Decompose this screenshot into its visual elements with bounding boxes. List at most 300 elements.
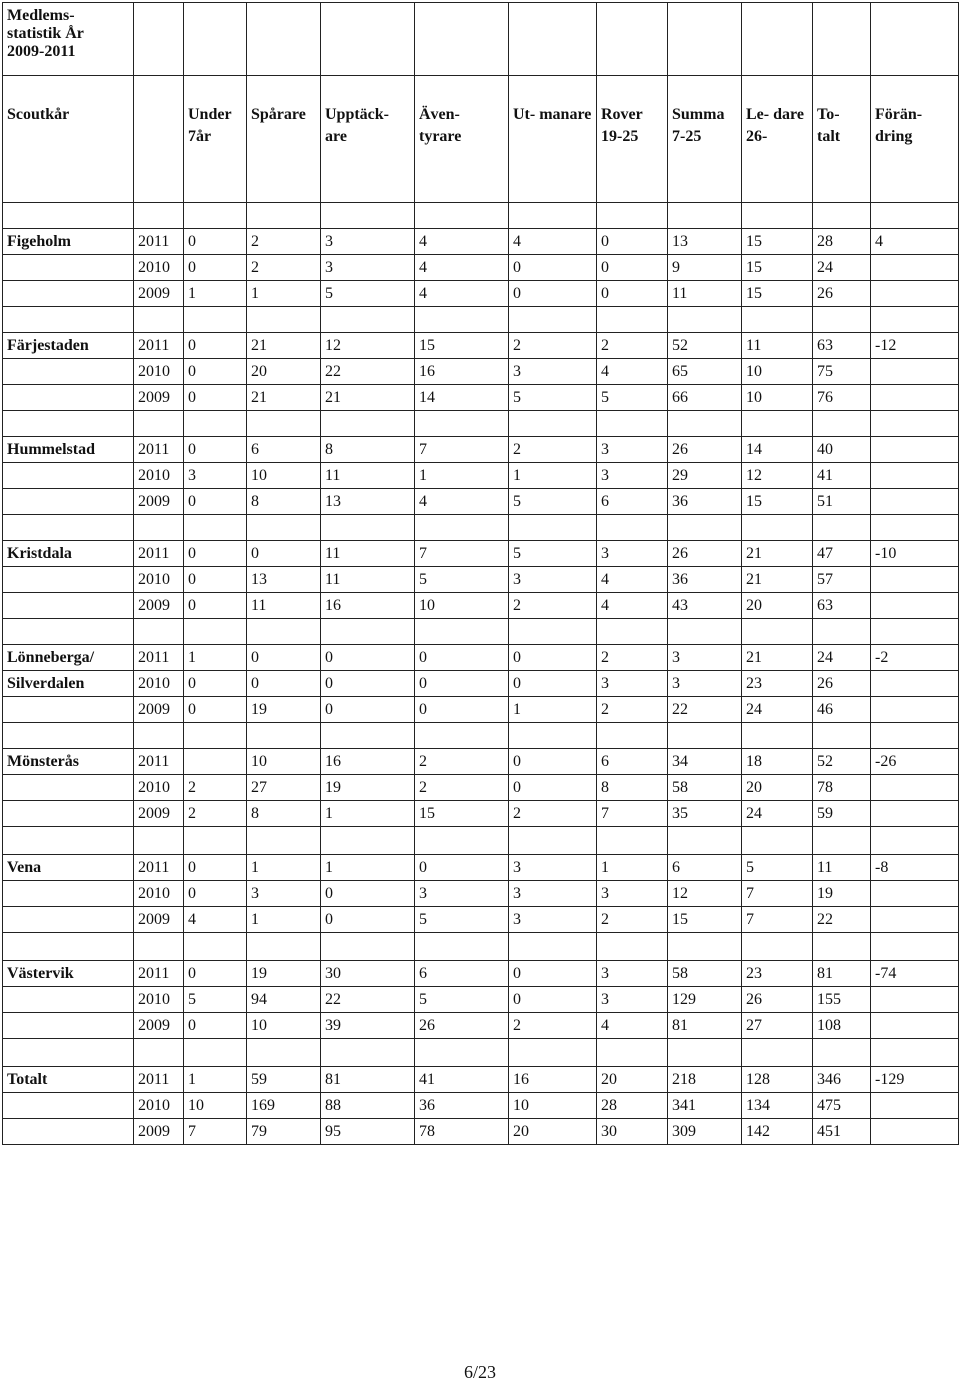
empty-cell: [247, 203, 321, 229]
empty-cell: [668, 307, 742, 333]
scoutkar-name: Figeholm: [3, 229, 134, 255]
table-row: [3, 593, 959, 619]
value-cell: 2: [247, 229, 321, 255]
empty-cell: [184, 515, 247, 541]
empty-cell: [321, 723, 415, 749]
empty-cell: [3, 933, 134, 961]
table-row: [3, 567, 959, 593]
value-cell: 57: [813, 567, 871, 593]
empty-cell: [415, 1039, 509, 1067]
value-cell: 94: [247, 987, 321, 1013]
value-cell: -129: [871, 1067, 959, 1093]
empty-cell: [3, 515, 134, 541]
empty-cell: [415, 515, 509, 541]
empty-cell: [509, 203, 597, 229]
table-row: [3, 489, 959, 515]
empty-cell: [247, 827, 321, 855]
table-row: [3, 645, 959, 671]
empty-cell: [871, 3, 959, 76]
scoutkar-name: Totalt: [3, 1067, 134, 1093]
empty-cell: [3, 411, 134, 437]
table-row: [3, 255, 959, 281]
value-cell: 12: [321, 333, 415, 359]
value-cell: 26: [415, 1013, 509, 1039]
empty-cell: [597, 1039, 668, 1067]
column-header: Även- tyrare: [415, 76, 509, 203]
value-cell: 20: [742, 593, 813, 619]
value-cell: 4: [509, 229, 597, 255]
value-cell: [871, 987, 959, 1013]
value-cell: 2: [247, 255, 321, 281]
table-row: [3, 359, 959, 385]
empty-cell: [415, 933, 509, 961]
value-cell: 6: [415, 961, 509, 987]
value-cell: 0: [321, 697, 415, 723]
year-cell: 2009: [134, 801, 184, 827]
value-cell: 2: [597, 333, 668, 359]
empty-cell: [742, 933, 813, 961]
value-cell: 2: [509, 1013, 597, 1039]
value-cell: 169: [247, 1093, 321, 1119]
value-cell: 40: [813, 437, 871, 463]
empty-cell: [509, 3, 597, 76]
value-cell: 3: [509, 855, 597, 881]
value-cell: 3: [597, 881, 668, 907]
value-cell: 51: [813, 489, 871, 515]
value-cell: 0: [509, 749, 597, 775]
value-cell: 0: [509, 645, 597, 671]
value-cell: 0: [184, 961, 247, 987]
value-cell: 6: [597, 489, 668, 515]
empty-cell: [742, 203, 813, 229]
title-row: [3, 3, 959, 76]
scoutkar-name: [3, 801, 134, 827]
value-cell: 8: [597, 775, 668, 801]
empty-cell: [668, 203, 742, 229]
empty-cell: [3, 307, 134, 333]
value-cell: 10: [247, 1013, 321, 1039]
value-cell: [871, 697, 959, 723]
year-cell: 2010: [134, 1093, 184, 1119]
value-cell: 21: [247, 333, 321, 359]
value-cell: 0: [184, 541, 247, 567]
value-cell: 26: [742, 987, 813, 1013]
year-cell: 2011: [134, 749, 184, 775]
value-cell: 0: [247, 671, 321, 697]
value-cell: 12: [668, 881, 742, 907]
empty-cell: [509, 723, 597, 749]
empty-cell: [742, 827, 813, 855]
empty-cell: [813, 3, 871, 76]
empty-cell: [871, 203, 959, 229]
column-header: Spårare: [247, 76, 321, 203]
empty-cell: [134, 933, 184, 961]
value-cell: 10: [742, 359, 813, 385]
empty-cell: [742, 619, 813, 645]
value-cell: 11: [247, 593, 321, 619]
column-header: To- talt: [813, 76, 871, 203]
value-cell: 10: [415, 593, 509, 619]
value-cell: 15: [415, 801, 509, 827]
value-cell: [871, 385, 959, 411]
value-cell: 0: [184, 697, 247, 723]
column-header: Scoutkår: [3, 76, 134, 203]
empty-cell: [415, 411, 509, 437]
empty-cell: [321, 411, 415, 437]
value-cell: 14: [415, 385, 509, 411]
value-cell: 78: [415, 1119, 509, 1145]
value-cell: 20: [509, 1119, 597, 1145]
value-cell: 19: [247, 697, 321, 723]
value-cell: 2: [509, 437, 597, 463]
value-cell: 13: [668, 229, 742, 255]
empty-cell: [321, 1039, 415, 1067]
value-cell: [871, 671, 959, 697]
value-cell: 0: [247, 541, 321, 567]
empty-cell: [597, 723, 668, 749]
spacer-row: [3, 723, 959, 749]
value-cell: 66: [668, 385, 742, 411]
value-cell: 58: [668, 961, 742, 987]
value-cell: 11: [321, 541, 415, 567]
table-row: [3, 697, 959, 723]
value-cell: 10: [247, 463, 321, 489]
value-cell: 11: [813, 855, 871, 881]
value-cell: 8: [321, 437, 415, 463]
empty-cell: [321, 515, 415, 541]
table-title-line: 2009-2011: [7, 43, 76, 60]
empty-cell: [871, 933, 959, 961]
value-cell: 15: [742, 229, 813, 255]
value-cell: 47: [813, 541, 871, 567]
scoutkar-name: Silverdalen: [3, 671, 134, 697]
year-cell: 2011: [134, 333, 184, 359]
empty-cell: [134, 723, 184, 749]
value-cell: 26: [668, 437, 742, 463]
year-cell: 2011: [134, 855, 184, 881]
empty-cell: [742, 3, 813, 76]
value-cell: 3: [597, 671, 668, 697]
value-cell: -12: [871, 333, 959, 359]
value-cell: 76: [813, 385, 871, 411]
value-cell: 0: [509, 255, 597, 281]
year-cell: 2011: [134, 437, 184, 463]
empty-cell: [415, 307, 509, 333]
value-cell: 0: [321, 645, 415, 671]
value-cell: 7: [597, 801, 668, 827]
scoutkar-name: [3, 489, 134, 515]
year-cell: 2009: [134, 385, 184, 411]
value-cell: 8: [247, 801, 321, 827]
value-cell: 65: [668, 359, 742, 385]
value-cell: 19: [321, 775, 415, 801]
spacer-row: [3, 827, 959, 855]
value-cell: 3: [597, 961, 668, 987]
scoutkar-name: [3, 1119, 134, 1145]
empty-cell: [871, 515, 959, 541]
empty-cell: [134, 3, 184, 76]
empty-cell: [742, 307, 813, 333]
empty-cell: [321, 203, 415, 229]
value-cell: 0: [184, 855, 247, 881]
value-cell: 21: [247, 385, 321, 411]
value-cell: 20: [247, 359, 321, 385]
empty-cell: [813, 619, 871, 645]
value-cell: 81: [813, 961, 871, 987]
value-cell: 0: [184, 881, 247, 907]
value-cell: 15: [742, 255, 813, 281]
empty-cell: [668, 3, 742, 76]
scoutkar-name: [3, 463, 134, 489]
year-cell: 2010: [134, 987, 184, 1013]
empty-cell: [3, 619, 134, 645]
empty-cell: [813, 515, 871, 541]
year-cell: 2010: [134, 255, 184, 281]
empty-cell: [3, 723, 134, 749]
value-cell: 4: [597, 359, 668, 385]
value-cell: 142: [742, 1119, 813, 1145]
scoutkar-name: [3, 281, 134, 307]
empty-cell: [813, 723, 871, 749]
value-cell: 5: [415, 987, 509, 1013]
value-cell: 3: [668, 671, 742, 697]
empty-cell: [871, 619, 959, 645]
value-cell: 4: [597, 1013, 668, 1039]
scoutkar-name: [3, 1013, 134, 1039]
value-cell: 88: [321, 1093, 415, 1119]
value-cell: 218: [668, 1067, 742, 1093]
empty-cell: [321, 619, 415, 645]
empty-cell: [871, 723, 959, 749]
value-cell: -26: [871, 749, 959, 775]
value-cell: 128: [742, 1067, 813, 1093]
empty-cell: [415, 203, 509, 229]
table-row: [3, 907, 959, 933]
empty-cell: [509, 933, 597, 961]
value-cell: 6: [668, 855, 742, 881]
value-cell: 21: [321, 385, 415, 411]
year-cell: 2009: [134, 1119, 184, 1145]
value-cell: 7: [742, 907, 813, 933]
value-cell: 1: [415, 463, 509, 489]
value-cell: 0: [415, 671, 509, 697]
empty-cell: [184, 203, 247, 229]
member-statistics-table: [2, 2, 959, 1145]
column-header: [134, 76, 184, 203]
value-cell: 0: [321, 671, 415, 697]
column-header: Le- dare 26-: [742, 76, 813, 203]
value-cell: 95: [321, 1119, 415, 1145]
empty-cell: [184, 723, 247, 749]
table-title: [3, 3, 134, 76]
value-cell: 3: [509, 907, 597, 933]
value-cell: [871, 255, 959, 281]
value-cell: 22: [321, 359, 415, 385]
value-cell: 22: [813, 907, 871, 933]
column-header: Ut- manare: [509, 76, 597, 203]
empty-cell: [813, 827, 871, 855]
value-cell: 4: [597, 567, 668, 593]
value-cell: 10: [184, 1093, 247, 1119]
empty-cell: [134, 203, 184, 229]
value-cell: 5: [509, 489, 597, 515]
year-cell: 2009: [134, 281, 184, 307]
empty-cell: [184, 411, 247, 437]
value-cell: [871, 359, 959, 385]
empty-cell: [134, 827, 184, 855]
value-cell: [871, 881, 959, 907]
value-cell: -2: [871, 645, 959, 671]
value-cell: 41: [813, 463, 871, 489]
value-cell: 14: [742, 437, 813, 463]
empty-cell: [742, 411, 813, 437]
value-cell: 7: [184, 1119, 247, 1145]
value-cell: 2: [597, 645, 668, 671]
empty-cell: [247, 307, 321, 333]
value-cell: 36: [668, 567, 742, 593]
value-cell: 7: [415, 541, 509, 567]
value-cell: 10: [247, 749, 321, 775]
value-cell: -74: [871, 961, 959, 987]
value-cell: 19: [813, 881, 871, 907]
value-cell: 0: [509, 775, 597, 801]
value-cell: 10: [742, 385, 813, 411]
value-cell: [871, 281, 959, 307]
value-cell: 4: [415, 281, 509, 307]
year-cell: 2011: [134, 645, 184, 671]
value-cell: 2: [597, 697, 668, 723]
value-cell: 451: [813, 1119, 871, 1145]
value-cell: 21: [742, 541, 813, 567]
value-cell: 0: [509, 671, 597, 697]
value-cell: 22: [321, 987, 415, 1013]
empty-cell: [321, 827, 415, 855]
value-cell: -10: [871, 541, 959, 567]
value-cell: [871, 775, 959, 801]
table-title-line: statistik År: [7, 25, 84, 42]
empty-cell: [3, 827, 134, 855]
year-cell: 2009: [134, 593, 184, 619]
value-cell: 3: [597, 463, 668, 489]
value-cell: 5: [415, 567, 509, 593]
value-cell: 11: [321, 463, 415, 489]
value-cell: [871, 489, 959, 515]
empty-cell: [134, 1039, 184, 1067]
table-row: [3, 463, 959, 489]
value-cell: 2: [415, 749, 509, 775]
value-cell: 4: [871, 229, 959, 255]
value-cell: 3: [247, 881, 321, 907]
value-cell: 6: [247, 437, 321, 463]
value-cell: 2: [597, 907, 668, 933]
value-cell: 43: [668, 593, 742, 619]
value-cell: 22: [668, 697, 742, 723]
value-cell: 10: [509, 1093, 597, 1119]
empty-cell: [247, 1039, 321, 1067]
value-cell: 3: [509, 567, 597, 593]
value-cell: 75: [813, 359, 871, 385]
value-cell: 6: [597, 749, 668, 775]
table-row: [3, 1119, 959, 1145]
value-cell: 0: [509, 961, 597, 987]
value-cell: 4: [597, 593, 668, 619]
column-header: Förän- dring: [871, 76, 959, 203]
table-row: [3, 855, 959, 881]
table-row: [3, 1013, 959, 1039]
value-cell: 4: [415, 255, 509, 281]
value-cell: 0: [184, 567, 247, 593]
value-cell: 0: [415, 697, 509, 723]
column-header: Under 7år: [184, 76, 247, 203]
table-row: [3, 541, 959, 567]
empty-cell: [134, 515, 184, 541]
empty-cell: [415, 619, 509, 645]
empty-cell: [668, 723, 742, 749]
value-cell: 3: [509, 359, 597, 385]
value-cell: 30: [321, 961, 415, 987]
scoutkar-name: Hummelstad: [3, 437, 134, 463]
column-header: Upptäck- are: [321, 76, 415, 203]
value-cell: 21: [742, 645, 813, 671]
value-cell: 11: [321, 567, 415, 593]
empty-cell: [321, 3, 415, 76]
value-cell: 81: [668, 1013, 742, 1039]
empty-cell: [247, 3, 321, 76]
empty-cell: [813, 933, 871, 961]
empty-cell: [415, 827, 509, 855]
value-cell: 108: [813, 1013, 871, 1039]
value-cell: 21: [742, 567, 813, 593]
value-cell: [184, 749, 247, 775]
table-row: [3, 333, 959, 359]
value-cell: 7: [415, 437, 509, 463]
value-cell: [871, 463, 959, 489]
value-cell: -8: [871, 855, 959, 881]
value-cell: 475: [813, 1093, 871, 1119]
value-cell: 29: [668, 463, 742, 489]
value-cell: 5: [184, 987, 247, 1013]
value-cell: 15: [742, 489, 813, 515]
empty-cell: [668, 619, 742, 645]
value-cell: 5: [742, 855, 813, 881]
scoutkar-name: [3, 567, 134, 593]
spacer-row: [3, 515, 959, 541]
value-cell: [871, 593, 959, 619]
year-cell: 2011: [134, 1067, 184, 1093]
scoutkar-name: Färjestaden: [3, 333, 134, 359]
value-cell: 52: [668, 333, 742, 359]
value-cell: 9: [668, 255, 742, 281]
value-cell: 24: [742, 801, 813, 827]
value-cell: 0: [509, 987, 597, 1013]
value-cell: 18: [742, 749, 813, 775]
value-cell: 30: [597, 1119, 668, 1145]
year-cell: 2010: [134, 463, 184, 489]
value-cell: 63: [813, 333, 871, 359]
value-cell: 0: [184, 359, 247, 385]
value-cell: 129: [668, 987, 742, 1013]
value-cell: 0: [247, 645, 321, 671]
empty-cell: [597, 515, 668, 541]
value-cell: 5: [509, 385, 597, 411]
scoutkar-name: [3, 775, 134, 801]
value-cell: 2: [509, 801, 597, 827]
year-cell: 2010: [134, 671, 184, 697]
value-cell: 24: [813, 645, 871, 671]
value-cell: 3: [668, 645, 742, 671]
table-row: [3, 1067, 959, 1093]
scoutkar-name: [3, 593, 134, 619]
